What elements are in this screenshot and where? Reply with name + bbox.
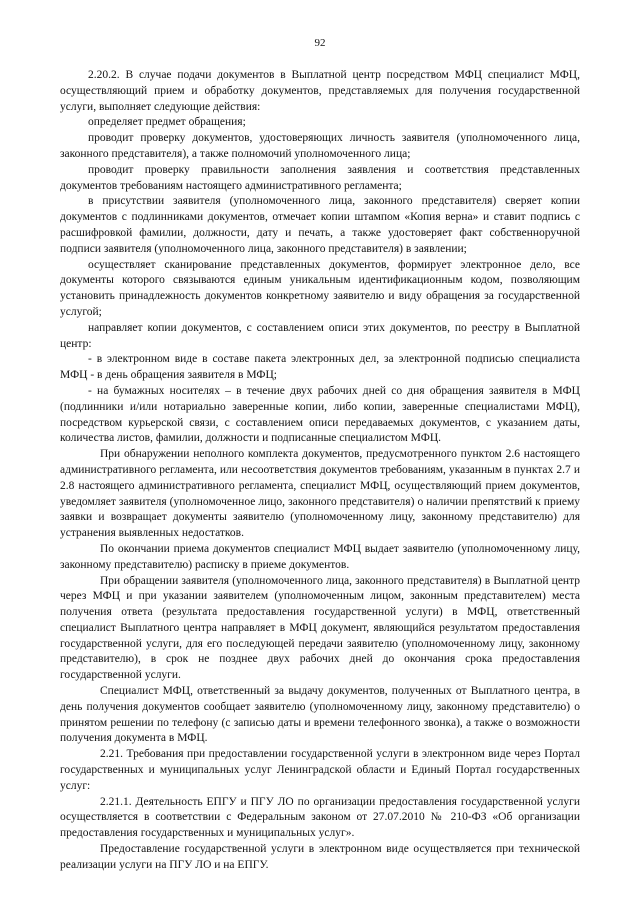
- paragraph: По окончании приема документов специалист МФЦ выдает заявителю (уполномоченному лицу, законному представителю) расписку в приеме документов.: [60, 542, 580, 571]
- paragraph: определяет предмет обращения;: [88, 116, 246, 129]
- paragraph: - в электронном виде в составе пакета электронных дел, за электронной подписью специалиста МФЦ - в день обращения заявителя в МФЦ;: [60, 353, 580, 382]
- paragraph: осуществляет сканирование представленных документов, формирует электронное дело, все документы которого связываются единым уникальным идентификационным кодом, позволяющим установить принадлежность документов конкретному заявителю и виду обращения за государственной услугой;: [60, 258, 580, 318]
- page-number: 92: [314, 37, 326, 49]
- paragraph: направляет копии документов, с составлением описи этих документов, по реестру в Выплатной центр:: [60, 321, 580, 350]
- paragraph: в присутствии заявителя (уполномоченного лица, законного представителя) сверяет копии документов с подлинниками документов, отмечает копии штампом «Копия верна» и ставит подпись с расшифровкой фамилии, должности, дату и печать, а также удостоверяет факт собственноручной подписи заявителя (уполномоченного лица, законного представителя) в заявлении;: [60, 195, 580, 255]
- paragraph: 2.21. Требования при предоставлении государственной услуги в электронном виде через Портал государственных и муниципальных услуг Ленинградской области и Единый Портал государственных услуг:: [60, 748, 580, 792]
- paragraph: 2.20.2. В случае подачи документов в Выплатной центр посредством МФЦ специалист МФЦ, осуществляющий прием и обработку документов, представляемых для получения государственной услуги, выполняет следующие действия:: [60, 69, 580, 113]
- paragraph: проводит проверку документов, удостоверяющих личность заявителя (уполномоченного лица, законного представителя), а также полномочий уполномоченного лица;: [60, 132, 580, 160]
- paragraph: При обращении заявителя (уполномоченного лица, законного представителя) в Выплатной центр через МФЦ и при указании заявителем (уполномоченным лицом, законным представителем) места получения ответа (результата предоставления государственной услуги) в МФЦ, ответственный специалист Выплатного центра направляет в МФЦ документ, являющийся результатом предоставления государственной услуги, для его последующей передачи заявителю (уполномоченному лицу, законному представителю), в срок не позднее двух рабочих дней до окончания срока предоставления государственной услуги.: [60, 574, 580, 682]
- document-body: [60, 68, 580, 874]
- paragraph: 2.21.1. Деятельность ЕПГУ и ПГУ ЛО по организации предоставления государственной услуги осуществляется в соответствии с Федеральным законом от 27.07.2010 № 210-ФЗ «Об организации предоставления государственных и муниципальных услуг».: [60, 795, 580, 840]
- paragraph: Предоставление государственной услуги в электронном виде осуществляется при технической реализации услуги на ПГУ ЛО и на ЕПГУ.: [60, 843, 580, 871]
- paragraph: Специалист МФЦ, ответственный за выдачу документов, полученных от Выплатного центра, в день получения документов сообщает заявителю (уполномоченному лицу, законному представителю) о принятом решении по телефону (с записью даты и времени телефонного звонка), а также о возможности получения документа в МФЦ.: [60, 685, 580, 745]
- paragraph: - на бумажных носителях – в течение двух рабочих дней со дня обращения заявителя в МФЦ (подлинники и/или нотариально заверенные копии, либо копии, заверенные специалистами МФЦ), посредством курьерской связи, с составлением описи передаваемых документов, с указанием даты, количества листов, фамилии, должности и подписанные специалистом МФЦ.: [60, 384, 580, 445]
- paragraph: При обнаружении неполного комплекта документов, предусмотренного пунктом 2.6 настоящего административного регламента, или несоответствия документов требованиям, указанным в пунктах 2.7 и 2.8 настоящего административного регламента, специалист МФЦ, осуществляющий прием документов, уведомляет заявителя (уполномоченное лицо, законного представителя) о наличии препятствий к приему заявки и возвращает документы заявителю (уполномоченному лицу, законному представителю) для устранения выявленных недостатков.: [60, 448, 580, 540]
- paragraph: проводит проверку правильности заполнения заявления и соответствия представленных документов требованиям настоящего административного регламента;: [60, 163, 580, 192]
